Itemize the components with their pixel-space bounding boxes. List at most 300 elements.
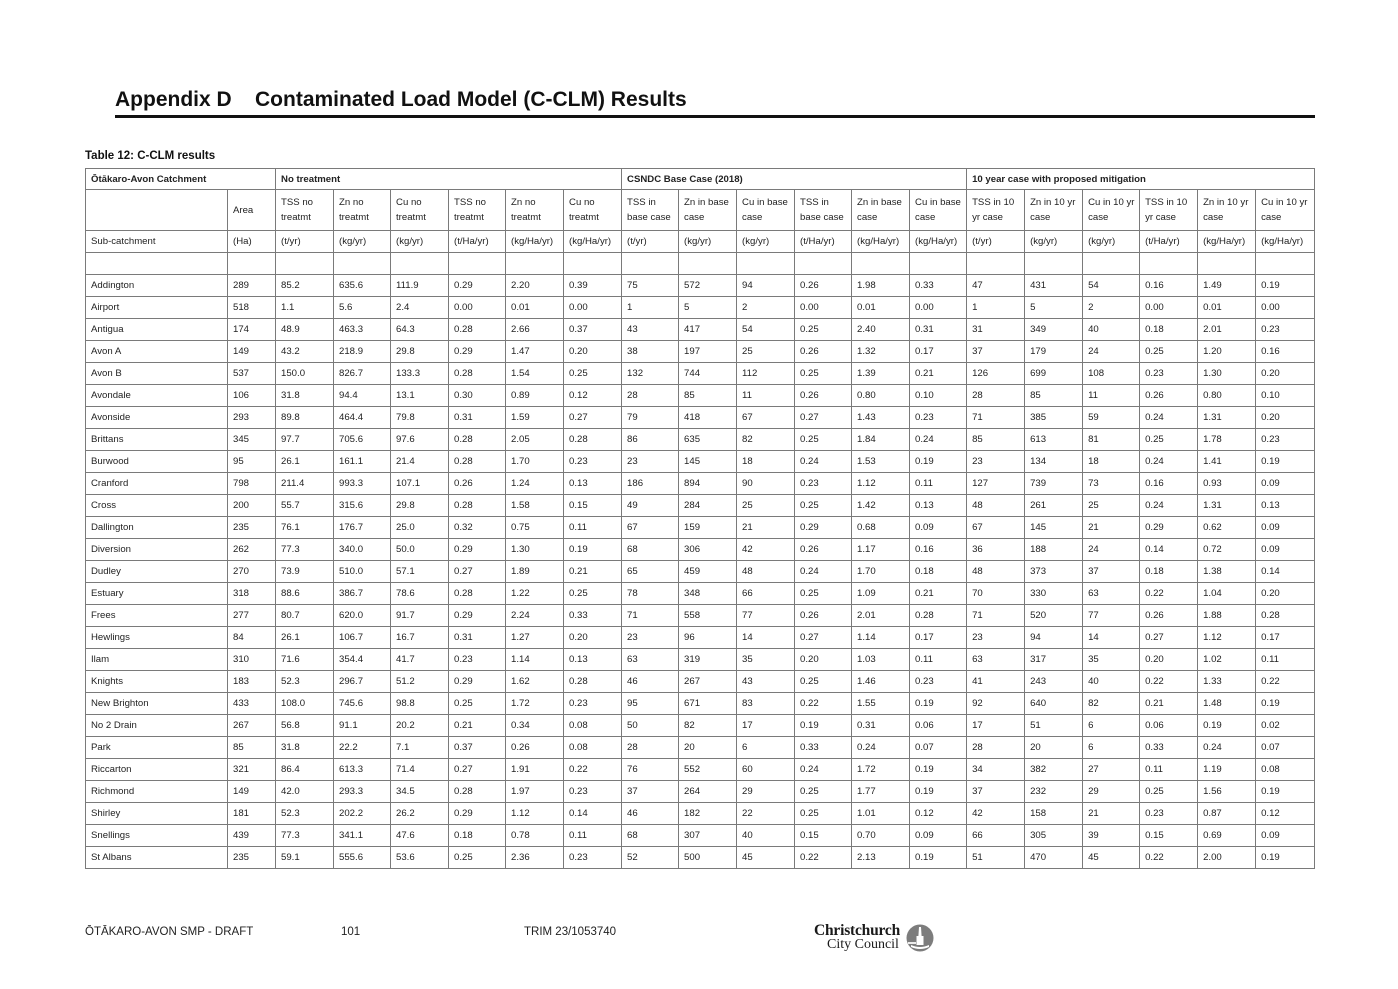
table-cell: 0.20 xyxy=(1256,583,1315,605)
unit-header: (t/yr) xyxy=(276,231,334,253)
table-cell: 1.46 xyxy=(852,671,910,693)
group-header-no-treatment: No treatment xyxy=(276,169,622,190)
table-cell: 0.12 xyxy=(1256,803,1315,825)
blank-cell xyxy=(622,253,679,275)
table-cell: 82 xyxy=(1083,693,1140,715)
table-cell: 25 xyxy=(737,495,795,517)
table-cell: 0.26 xyxy=(449,473,506,495)
table-cell: 1.39 xyxy=(852,363,910,385)
table-cell: 108 xyxy=(1083,363,1140,385)
table-cell: 1.98 xyxy=(852,275,910,297)
table-cell: 127 xyxy=(967,473,1025,495)
table-cell: 0.28 xyxy=(449,319,506,341)
table-cell: 0.11 xyxy=(910,473,967,495)
table-cell: 0.19 xyxy=(795,715,852,737)
table-cell: 0.25 xyxy=(564,583,622,605)
table-cell: 0.14 xyxy=(564,803,622,825)
table-cell: 181 xyxy=(228,803,276,825)
table-cell: 108.0 xyxy=(276,693,334,715)
blank-cell xyxy=(1083,253,1140,275)
table-cell: 0.31 xyxy=(449,627,506,649)
table-cell: 0.00 xyxy=(1140,297,1198,319)
table-cell: 40 xyxy=(1083,671,1140,693)
table-cell: 2 xyxy=(737,297,795,319)
table-cell: 0.23 xyxy=(910,671,967,693)
table-row xyxy=(86,715,1315,737)
table-row xyxy=(86,693,1315,715)
unit-header: (kg/yr) xyxy=(1025,231,1083,253)
table-cell: 520 xyxy=(1025,605,1083,627)
table-cell: 95 xyxy=(622,693,679,715)
table-body xyxy=(86,253,1315,869)
table-cell: 82 xyxy=(737,429,795,451)
sub-catchment-name: Cranford xyxy=(86,473,228,495)
unit-header: (kg/Ha/yr) xyxy=(506,231,564,253)
table-cell: 0.34 xyxy=(506,715,564,737)
table-cell: 95 xyxy=(228,451,276,473)
table-cell: 47 xyxy=(967,275,1025,297)
unit-header: (kg/yr) xyxy=(679,231,737,253)
table-cell: 0.16 xyxy=(910,539,967,561)
page-heading xyxy=(115,88,1315,118)
table-cell: 0.08 xyxy=(1256,759,1315,781)
sub-catchment-name: Cross xyxy=(86,495,228,517)
table-cell: 0.12 xyxy=(564,385,622,407)
table-cell: 73.9 xyxy=(276,561,334,583)
table-cell: 315.6 xyxy=(334,495,391,517)
table-cell: 20 xyxy=(1025,737,1083,759)
table-cell: 112 xyxy=(737,363,795,385)
sub-catchment-name: Antigua xyxy=(86,319,228,341)
table-cell: 47.6 xyxy=(391,825,449,847)
table-cell: 0.22 xyxy=(795,693,852,715)
table-cell: 97.7 xyxy=(276,429,334,451)
table-cell: 0.29 xyxy=(795,517,852,539)
table-cell: 67 xyxy=(622,517,679,539)
table-cell: 0.20 xyxy=(795,649,852,671)
column-header: Zn in 10 yr case xyxy=(1025,190,1083,231)
table-cell: 0.89 xyxy=(506,385,564,407)
table-cell: 22 xyxy=(737,803,795,825)
table-cell: 0.15 xyxy=(564,495,622,517)
sub-catchment-name: Addington xyxy=(86,275,228,297)
table-cell: 0.70 xyxy=(852,825,910,847)
column-header: TSS in 10 yr case xyxy=(967,190,1025,231)
table-cell: 42.0 xyxy=(276,781,334,803)
table-cell: 48 xyxy=(737,561,795,583)
table-cell: 518 xyxy=(228,297,276,319)
table-cell: 572 xyxy=(679,275,737,297)
sub-catchment-name: Diversion xyxy=(86,539,228,561)
sub-catchment-name: Burwood xyxy=(86,451,228,473)
table-cell: 1.72 xyxy=(506,693,564,715)
table-cell: 0.15 xyxy=(795,825,852,847)
table-cell: 635 xyxy=(679,429,737,451)
sub-catchment-name: Hewlings xyxy=(86,627,228,649)
logo-text-line1: Christchurch xyxy=(814,922,901,939)
table-cell: 24 xyxy=(1083,341,1140,363)
column-header: Cu no treatmt xyxy=(391,190,449,231)
table-cell: 6 xyxy=(1083,715,1140,737)
table-cell: 28 xyxy=(622,737,679,759)
footer-page-number: 101 xyxy=(341,926,361,938)
table-cell: 0.29 xyxy=(449,605,506,627)
column-header: TSS in base case xyxy=(795,190,852,231)
column-header: Cu no treatmt xyxy=(564,190,622,231)
table-cell: 2.00 xyxy=(1198,847,1256,869)
table-row xyxy=(86,649,1315,671)
table-cell: 2.4 xyxy=(391,297,449,319)
table-cell: 0.19 xyxy=(910,451,967,473)
sub-catchment-name: Brittans xyxy=(86,429,228,451)
table-cell: 197 xyxy=(679,341,737,363)
table-cell: 0.33 xyxy=(795,737,852,759)
blank-cell xyxy=(1025,253,1083,275)
table-cell: 0.09 xyxy=(910,825,967,847)
table-cell: 0.17 xyxy=(910,627,967,649)
table-cell: 340.0 xyxy=(334,539,391,561)
table-cell: 71.6 xyxy=(276,649,334,671)
table-cell: 0.20 xyxy=(564,627,622,649)
table-cell: 0.37 xyxy=(449,737,506,759)
column-header: Zn no treatmt xyxy=(506,190,564,231)
table-cell: 1.12 xyxy=(506,803,564,825)
table-cell: 133.3 xyxy=(391,363,449,385)
table-cell: 0.19 xyxy=(1256,847,1315,869)
table-cell: 1.31 xyxy=(1198,495,1256,517)
table-cell: 1.54 xyxy=(506,363,564,385)
table-cell: 126 xyxy=(967,363,1025,385)
table-cell: 317 xyxy=(1025,649,1083,671)
table-cell: 293 xyxy=(228,407,276,429)
units-header-row xyxy=(86,231,1315,253)
table-cell: 73 xyxy=(1083,473,1140,495)
table-cell: 1.88 xyxy=(1198,605,1256,627)
blank-cell xyxy=(1198,253,1256,275)
table-cell: 31.8 xyxy=(276,385,334,407)
table-cell: 0.26 xyxy=(795,385,852,407)
table-cell: 373 xyxy=(1025,561,1083,583)
table-cell: 470 xyxy=(1025,847,1083,869)
table-cell: 0.25 xyxy=(795,319,852,341)
table-cell: 1.59 xyxy=(506,407,564,429)
table-cell: 37 xyxy=(1083,561,1140,583)
table-cell: 0.27 xyxy=(449,759,506,781)
table-cell: 23 xyxy=(622,451,679,473)
table-cell: 0.27 xyxy=(564,407,622,429)
table-cell: 0.28 xyxy=(910,605,967,627)
table-cell: 277 xyxy=(228,605,276,627)
blank-cell xyxy=(86,253,228,275)
table-cell: 111.9 xyxy=(391,275,449,297)
table-cell: 182 xyxy=(679,803,737,825)
table-cell: 96 xyxy=(679,627,737,649)
table-cell: 1.30 xyxy=(1198,363,1256,385)
table-cell: 5 xyxy=(1025,297,1083,319)
table-cell: 0.00 xyxy=(910,297,967,319)
table-cell: 267 xyxy=(679,671,737,693)
table-cell: 37 xyxy=(967,341,1025,363)
table-cell: 0.21 xyxy=(1140,693,1198,715)
table-cell: 80.7 xyxy=(276,605,334,627)
table-cell: 28 xyxy=(967,385,1025,407)
table-caption: Table 12: C-CLM results xyxy=(85,150,216,162)
table-cell: 76.1 xyxy=(276,517,334,539)
table-cell: 0.11 xyxy=(1256,649,1315,671)
table-cell: 50.0 xyxy=(391,539,449,561)
table-cell: 0.01 xyxy=(506,297,564,319)
table-row xyxy=(86,671,1315,693)
table-cell: 27 xyxy=(1083,759,1140,781)
table-cell: 354.4 xyxy=(334,649,391,671)
table-cell: 40 xyxy=(737,825,795,847)
table-cell: 2.20 xyxy=(506,275,564,297)
table-cell: 0.22 xyxy=(564,759,622,781)
table-cell: 18 xyxy=(1083,451,1140,473)
table-cell: 0.30 xyxy=(449,385,506,407)
blank-row xyxy=(86,253,1315,275)
table-cell: 67 xyxy=(737,407,795,429)
table-cell: 0.25 xyxy=(795,583,852,605)
table-cell: 132 xyxy=(622,363,679,385)
table-row xyxy=(86,825,1315,847)
table-cell: 0.24 xyxy=(1140,495,1198,517)
table-cell: 0.25 xyxy=(1140,429,1198,451)
table-cell: 1.62 xyxy=(506,671,564,693)
table-row xyxy=(86,737,1315,759)
table-cell: 21 xyxy=(1083,517,1140,539)
blank-cell xyxy=(391,253,449,275)
table-cell: 89.8 xyxy=(276,407,334,429)
table-cell: 0.27 xyxy=(1140,627,1198,649)
table-cell: 53.6 xyxy=(391,847,449,869)
table-cell: 0.31 xyxy=(910,319,967,341)
blank-cell xyxy=(334,253,391,275)
table-cell: 0.19 xyxy=(1256,781,1315,803)
table-cell: 386.7 xyxy=(334,583,391,605)
unit-header: (t/Ha/yr) xyxy=(795,231,852,253)
table-cell: 993.3 xyxy=(334,473,391,495)
table-cell: 2.66 xyxy=(506,319,564,341)
table-cell: 0.18 xyxy=(1140,319,1198,341)
table-cell: 0.09 xyxy=(1256,517,1315,539)
table-cell: 319 xyxy=(679,649,737,671)
table-cell: 1.70 xyxy=(852,561,910,583)
table-cell: 34 xyxy=(967,759,1025,781)
table-cell: 23 xyxy=(967,451,1025,473)
table-cell: 106 xyxy=(228,385,276,407)
sub-catchment-name: No 2 Drain xyxy=(86,715,228,737)
table-cell: 0.22 xyxy=(1140,847,1198,869)
table-cell: 1.55 xyxy=(852,693,910,715)
table-cell: 218.9 xyxy=(334,341,391,363)
table-cell: 0.24 xyxy=(1198,737,1256,759)
table-cell: 0.19 xyxy=(910,847,967,869)
table-cell: 29 xyxy=(1083,781,1140,803)
unit-header: (t/yr) xyxy=(622,231,679,253)
table-cell: 0.09 xyxy=(1256,539,1315,561)
table-cell: 2.36 xyxy=(506,847,564,869)
table-cell: 0.23 xyxy=(449,649,506,671)
table-cell: 0.19 xyxy=(1256,451,1315,473)
table-cell: 0.25 xyxy=(795,363,852,385)
table-cell: 613 xyxy=(1025,429,1083,451)
table-row xyxy=(86,583,1315,605)
table-cell: 0.24 xyxy=(852,737,910,759)
table-cell: 1.12 xyxy=(852,473,910,495)
table-cell: 145 xyxy=(679,451,737,473)
group-header-10yr-case: 10 year case with proposed mitigation xyxy=(967,169,1315,190)
table-cell: 21 xyxy=(737,517,795,539)
table-cell: 52.3 xyxy=(276,671,334,693)
table-cell: 68 xyxy=(622,539,679,561)
table-cell: 635.6 xyxy=(334,275,391,297)
table-row xyxy=(86,319,1315,341)
table-cell: 45 xyxy=(1083,847,1140,869)
table-cell: 0.16 xyxy=(1140,275,1198,297)
table-cell: 77 xyxy=(1083,605,1140,627)
table-cell: 500 xyxy=(679,847,737,869)
table-cell: 22.2 xyxy=(334,737,391,759)
table-row xyxy=(86,473,1315,495)
results-table xyxy=(85,168,1315,869)
table-cell: 46 xyxy=(622,803,679,825)
table-cell: 90 xyxy=(737,473,795,495)
table-cell: 1.91 xyxy=(506,759,564,781)
table-cell: 1.33 xyxy=(1198,671,1256,693)
table-cell: 20.2 xyxy=(391,715,449,737)
table-cell: 51 xyxy=(1025,715,1083,737)
table-cell: 0.18 xyxy=(449,825,506,847)
table-cell: 0.13 xyxy=(1256,495,1315,517)
table-cell: 70 xyxy=(967,583,1025,605)
column-header: TSS no treatmt xyxy=(276,190,334,231)
table-cell: 0.23 xyxy=(564,847,622,869)
table-cell: 0.21 xyxy=(449,715,506,737)
table-cell: 0.16 xyxy=(1140,473,1198,495)
table-cell: 418 xyxy=(679,407,737,429)
table-cell: 671 xyxy=(679,693,737,715)
table-cell: 1.49 xyxy=(1198,275,1256,297)
table-cell: 0.62 xyxy=(1198,517,1256,539)
table-cell: 0.07 xyxy=(910,737,967,759)
table-cell: 0.20 xyxy=(1256,363,1315,385)
table-cell: 433 xyxy=(228,693,276,715)
table-cell: 76 xyxy=(622,759,679,781)
table-cell: 1.77 xyxy=(852,781,910,803)
table-cell: 558 xyxy=(679,605,737,627)
table-cell: 439 xyxy=(228,825,276,847)
table-cell: 264 xyxy=(679,781,737,803)
table-cell: 14 xyxy=(737,627,795,649)
sub-catchment-header: Sub-catchment xyxy=(86,231,228,253)
table-cell: 21.4 xyxy=(391,451,449,473)
table-cell: 0.19 xyxy=(910,693,967,715)
unit-header: (Ha) xyxy=(228,231,276,253)
table-cell: 382 xyxy=(1025,759,1083,781)
table-cell: 2 xyxy=(1083,297,1140,319)
table-cell: 42 xyxy=(737,539,795,561)
sub-catchment-name: Dallington xyxy=(86,517,228,539)
table-row xyxy=(86,451,1315,473)
table-cell: 0.20 xyxy=(564,341,622,363)
table-cell: 5 xyxy=(679,297,737,319)
table-cell: 68 xyxy=(622,825,679,847)
sub-catchment-name: Avon B xyxy=(86,363,228,385)
table-cell: 1.04 xyxy=(1198,583,1256,605)
table-cell: 0.23 xyxy=(564,451,622,473)
table-cell: 94.4 xyxy=(334,385,391,407)
table-cell: 0.23 xyxy=(1140,803,1198,825)
table-cell: 179 xyxy=(1025,341,1083,363)
table-cell: 0.69 xyxy=(1198,825,1256,847)
group-header-catchment: Ōtākaro-Avon Catchment xyxy=(86,169,276,190)
logo-text-line2: City Council xyxy=(827,937,899,952)
table-cell: 0.29 xyxy=(449,671,506,693)
table-cell: 0.23 xyxy=(910,407,967,429)
blank-cell xyxy=(737,253,795,275)
table-cell: 34.5 xyxy=(391,781,449,803)
table-row xyxy=(86,517,1315,539)
table-cell: 0.00 xyxy=(795,297,852,319)
table-cell: 20 xyxy=(679,737,737,759)
table-cell: 349 xyxy=(1025,319,1083,341)
table-cell: 106.7 xyxy=(334,627,391,649)
column-header: TSS no treatmt xyxy=(449,190,506,231)
table-cell: 0.11 xyxy=(1140,759,1198,781)
table-cell: 64.3 xyxy=(391,319,449,341)
table-cell: 23 xyxy=(967,627,1025,649)
table-cell: 79 xyxy=(622,407,679,429)
table-cell: 0.18 xyxy=(1140,561,1198,583)
page-title: Contaminated Load Model (C-CLM) Results xyxy=(255,88,687,111)
table-cell: 1.30 xyxy=(506,539,564,561)
table-cell: 1.84 xyxy=(852,429,910,451)
table-cell: 306 xyxy=(679,539,737,561)
table-cell: 0.14 xyxy=(1140,539,1198,561)
table-cell: 17 xyxy=(967,715,1025,737)
table-cell: 25.0 xyxy=(391,517,449,539)
table-cell: 0.25 xyxy=(795,495,852,517)
table-cell: 261 xyxy=(1025,495,1083,517)
table-cell: 0.18 xyxy=(910,561,967,583)
table-cell: 0.19 xyxy=(910,759,967,781)
table-cell: 13.1 xyxy=(391,385,449,407)
table-cell: 48.9 xyxy=(276,319,334,341)
table-cell: 0.11 xyxy=(910,649,967,671)
table-row xyxy=(86,385,1315,407)
table-cell: 0.28 xyxy=(1256,605,1315,627)
sub-catchment-name: Shirley xyxy=(86,803,228,825)
table-cell: 640 xyxy=(1025,693,1083,715)
table-cell: 289 xyxy=(228,275,276,297)
table-cell: 0.17 xyxy=(1256,627,1315,649)
table-cell: 555.6 xyxy=(334,847,391,869)
table-cell: 510.0 xyxy=(334,561,391,583)
table-cell: 0.20 xyxy=(1140,649,1198,671)
table-cell: 1.09 xyxy=(852,583,910,605)
table-cell: 91.1 xyxy=(334,715,391,737)
table-cell: 0.01 xyxy=(1198,297,1256,319)
table-cell: 463.3 xyxy=(334,319,391,341)
sub-catchment-name: St Albans xyxy=(86,847,228,869)
table-cell: 18 xyxy=(737,451,795,473)
table-cell: 59 xyxy=(1083,407,1140,429)
table-cell: 1.58 xyxy=(506,495,564,517)
table-cell: 745.6 xyxy=(334,693,391,715)
table-row xyxy=(86,847,1315,869)
table-cell: 385 xyxy=(1025,407,1083,429)
